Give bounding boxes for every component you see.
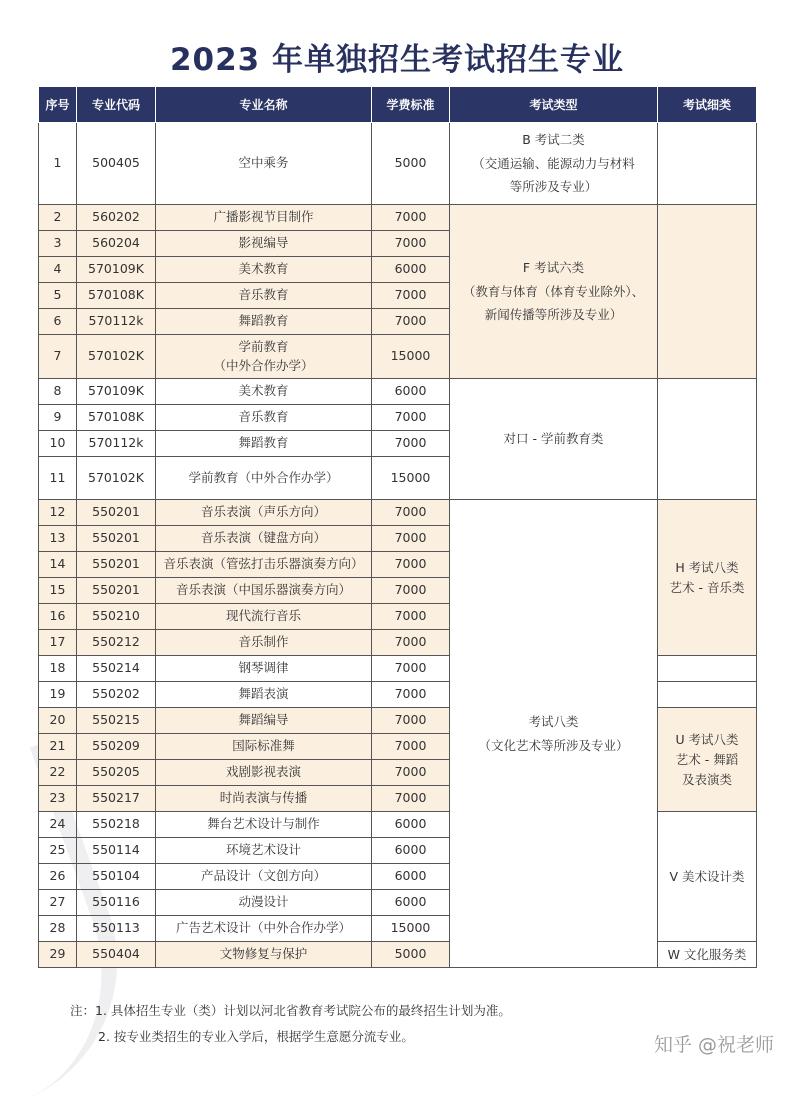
row-fee: 6000 bbox=[372, 379, 450, 405]
row-fee: 7000 bbox=[372, 656, 450, 682]
header-exam-subtype: 考试细类 bbox=[658, 87, 757, 123]
row-fee: 5000 bbox=[372, 942, 450, 968]
row-no: 12 bbox=[39, 500, 77, 526]
row-name: 舞台艺术设计与制作 bbox=[156, 812, 372, 838]
row-code: 570102K bbox=[77, 457, 156, 500]
row-name: 舞蹈教育 bbox=[156, 431, 372, 457]
row-name: 广告艺术设计（中外合作办学） bbox=[156, 916, 372, 942]
watermark: 知乎 @祝老师 bbox=[653, 1034, 774, 1056]
exam-type-cell: 考试八类 （文化艺术等所涉及专业） bbox=[450, 500, 658, 968]
row-fee: 15000 bbox=[372, 457, 450, 500]
row-no: 16 bbox=[39, 604, 77, 630]
row-no: 28 bbox=[39, 916, 77, 942]
row-name: 美术教育 bbox=[156, 379, 372, 405]
header-exam-type: 考试类型 bbox=[450, 87, 658, 123]
row-fee: 15000 bbox=[372, 335, 450, 379]
row-name: 音乐表演（中国乐器演奏方向） bbox=[156, 578, 372, 604]
row-no: 22 bbox=[39, 760, 77, 786]
row-no: 17 bbox=[39, 630, 77, 656]
row-code: 550214 bbox=[77, 656, 156, 682]
row-no: 14 bbox=[39, 552, 77, 578]
row-fee: 7000 bbox=[372, 734, 450, 760]
row-no: 10 bbox=[39, 431, 77, 457]
row-name: 文物修复与保护 bbox=[156, 942, 372, 968]
row-fee: 7000 bbox=[372, 604, 450, 630]
row-code: 570108K bbox=[77, 283, 156, 309]
row-name: 学前教育 （中外合作办学） bbox=[156, 335, 372, 379]
row-fee: 15000 bbox=[372, 916, 450, 942]
row-code: 570102K bbox=[77, 335, 156, 379]
row-fee: 5000 bbox=[372, 123, 450, 205]
row-name: 音乐表演（键盘方向） bbox=[156, 526, 372, 552]
exam-subtype-cell: H 考试八类 艺术 - 音乐类 bbox=[658, 500, 757, 656]
row-fee: 7000 bbox=[372, 552, 450, 578]
exam-subtype-empty bbox=[658, 656, 757, 682]
row-code: 500405 bbox=[77, 123, 156, 205]
row-code: 550210 bbox=[77, 604, 156, 630]
row-fee: 7000 bbox=[372, 431, 450, 457]
row-name: 音乐表演（声乐方向） bbox=[156, 500, 372, 526]
row-no: 24 bbox=[39, 812, 77, 838]
row-code: 550113 bbox=[77, 916, 156, 942]
header-code: 专业代码 bbox=[77, 87, 156, 123]
row-fee: 7000 bbox=[372, 708, 450, 734]
row-no: 29 bbox=[39, 942, 77, 968]
row-fee: 6000 bbox=[372, 257, 450, 283]
row-name: 广播影视节目制作 bbox=[156, 205, 372, 231]
row-code: 570109K bbox=[77, 257, 156, 283]
row-code: 550201 bbox=[77, 526, 156, 552]
row-code: 550201 bbox=[77, 552, 156, 578]
row-fee: 7000 bbox=[372, 205, 450, 231]
row-fee: 7000 bbox=[372, 630, 450, 656]
row-no: 3 bbox=[39, 231, 77, 257]
row-name: 音乐教育 bbox=[156, 405, 372, 431]
row-code: 550202 bbox=[77, 682, 156, 708]
row-no: 23 bbox=[39, 786, 77, 812]
row-name: 影视编导 bbox=[156, 231, 372, 257]
row-fee: 7000 bbox=[372, 760, 450, 786]
row-name: 产品设计（文创方向） bbox=[156, 864, 372, 890]
row-name: 舞蹈表演 bbox=[156, 682, 372, 708]
header-name: 专业名称 bbox=[156, 87, 372, 123]
row-no: 1 bbox=[39, 123, 77, 205]
row-code: 550201 bbox=[77, 578, 156, 604]
row-code: 550104 bbox=[77, 864, 156, 890]
row-fee: 7000 bbox=[372, 231, 450, 257]
exam-subtype-cell: V 美术设计类 bbox=[658, 812, 757, 942]
exam-subtype-empty bbox=[658, 682, 757, 708]
row-name: 音乐制作 bbox=[156, 630, 372, 656]
row-no: 7 bbox=[39, 335, 77, 379]
table-header-row bbox=[39, 87, 757, 123]
row-no: 8 bbox=[39, 379, 77, 405]
row-name: 美术教育 bbox=[156, 257, 372, 283]
row-no: 19 bbox=[39, 682, 77, 708]
row-code: 560202 bbox=[77, 205, 156, 231]
row-name: 舞蹈教育 bbox=[156, 309, 372, 335]
footnotes bbox=[70, 998, 511, 1050]
row-no: 21 bbox=[39, 734, 77, 760]
row-code: 550212 bbox=[77, 630, 156, 656]
header-no: 序号 bbox=[39, 87, 77, 123]
footnote-2: 2. 按专业类招生的专业入学后，根据学生意愿分流专业。 bbox=[98, 1029, 414, 1044]
row-code: 550201 bbox=[77, 500, 156, 526]
row-no: 2 bbox=[39, 205, 77, 231]
row-code: 560204 bbox=[77, 231, 156, 257]
row-fee: 7000 bbox=[372, 309, 450, 335]
row-name: 时尚表演与传播 bbox=[156, 786, 372, 812]
row-fee: 7000 bbox=[372, 786, 450, 812]
row-code: 570108K bbox=[77, 405, 156, 431]
row-name: 舞蹈编导 bbox=[156, 708, 372, 734]
row-code: 550209 bbox=[77, 734, 156, 760]
row-name: 戏剧影视表演 bbox=[156, 760, 372, 786]
row-fee: 6000 bbox=[372, 838, 450, 864]
table-row bbox=[39, 379, 757, 405]
row-fee: 7000 bbox=[372, 283, 450, 309]
exam-subtype-cell: W 文化服务类 bbox=[658, 942, 757, 968]
exam-subtype-empty bbox=[658, 123, 757, 205]
exam-type-cell: F 考试六类 （教育与体育（体育专业除外）、 新闻传播等所涉及专业） bbox=[450, 205, 658, 379]
row-fee: 7000 bbox=[372, 500, 450, 526]
row-fee: 7000 bbox=[372, 526, 450, 552]
row-fee: 6000 bbox=[372, 890, 450, 916]
exam-subtype-empty bbox=[658, 379, 757, 500]
row-fee: 6000 bbox=[372, 812, 450, 838]
row-name: 空中乘务 bbox=[156, 123, 372, 205]
row-fee: 7000 bbox=[372, 405, 450, 431]
row-name: 音乐教育 bbox=[156, 283, 372, 309]
row-no: 18 bbox=[39, 656, 77, 682]
table-row bbox=[39, 205, 757, 231]
row-code: 550215 bbox=[77, 708, 156, 734]
row-code: 550404 bbox=[77, 942, 156, 968]
row-fee: 7000 bbox=[372, 578, 450, 604]
exam-type-cell: B 考试二类 （交通运输、能源动力与材料 等所涉及专业） bbox=[450, 123, 658, 205]
row-no: 9 bbox=[39, 405, 77, 431]
exam-type-cell: 对口 - 学前教育类 bbox=[450, 379, 658, 500]
row-name: 钢琴调律 bbox=[156, 656, 372, 682]
row-no: 27 bbox=[39, 890, 77, 916]
row-no: 4 bbox=[39, 257, 77, 283]
row-name: 学前教育（中外合作办学） bbox=[156, 457, 372, 500]
row-name: 国际标准舞 bbox=[156, 734, 372, 760]
row-code: 570109K bbox=[77, 379, 156, 405]
row-code: 550114 bbox=[77, 838, 156, 864]
exam-subtype-cell: U 考试八类 艺术 - 舞蹈 及表演类 bbox=[658, 708, 757, 812]
header-fee: 学费标准 bbox=[372, 87, 450, 123]
row-fee: 7000 bbox=[372, 682, 450, 708]
row-code: 550217 bbox=[77, 786, 156, 812]
row-no: 20 bbox=[39, 708, 77, 734]
row-no: 25 bbox=[39, 838, 77, 864]
table-row bbox=[39, 123, 757, 205]
row-no: 26 bbox=[39, 864, 77, 890]
majors-table bbox=[38, 86, 757, 968]
row-no: 5 bbox=[39, 283, 77, 309]
row-code: 550116 bbox=[77, 890, 156, 916]
row-name: 动漫设计 bbox=[156, 890, 372, 916]
row-code: 570112k bbox=[77, 309, 156, 335]
row-code: 550218 bbox=[77, 812, 156, 838]
row-code: 570112k bbox=[77, 431, 156, 457]
footnote-1: 注：1. 具体招生专业（类）计划以河北省教育考试院公布的最终招生计划为准。 bbox=[70, 1003, 511, 1018]
exam-subtype-empty bbox=[658, 205, 757, 379]
table-row bbox=[39, 500, 757, 526]
row-name: 音乐表演（管弦打击乐器演奏方向） bbox=[156, 552, 372, 578]
page-title: 2023 年单独招生考试招生专业 bbox=[169, 42, 625, 78]
row-no: 13 bbox=[39, 526, 77, 552]
row-no: 11 bbox=[39, 457, 77, 500]
row-name: 现代流行音乐 bbox=[156, 604, 372, 630]
row-name: 环境艺术设计 bbox=[156, 838, 372, 864]
row-no: 6 bbox=[39, 309, 77, 335]
row-code: 550205 bbox=[77, 760, 156, 786]
row-no: 15 bbox=[39, 578, 77, 604]
row-fee: 6000 bbox=[372, 864, 450, 890]
